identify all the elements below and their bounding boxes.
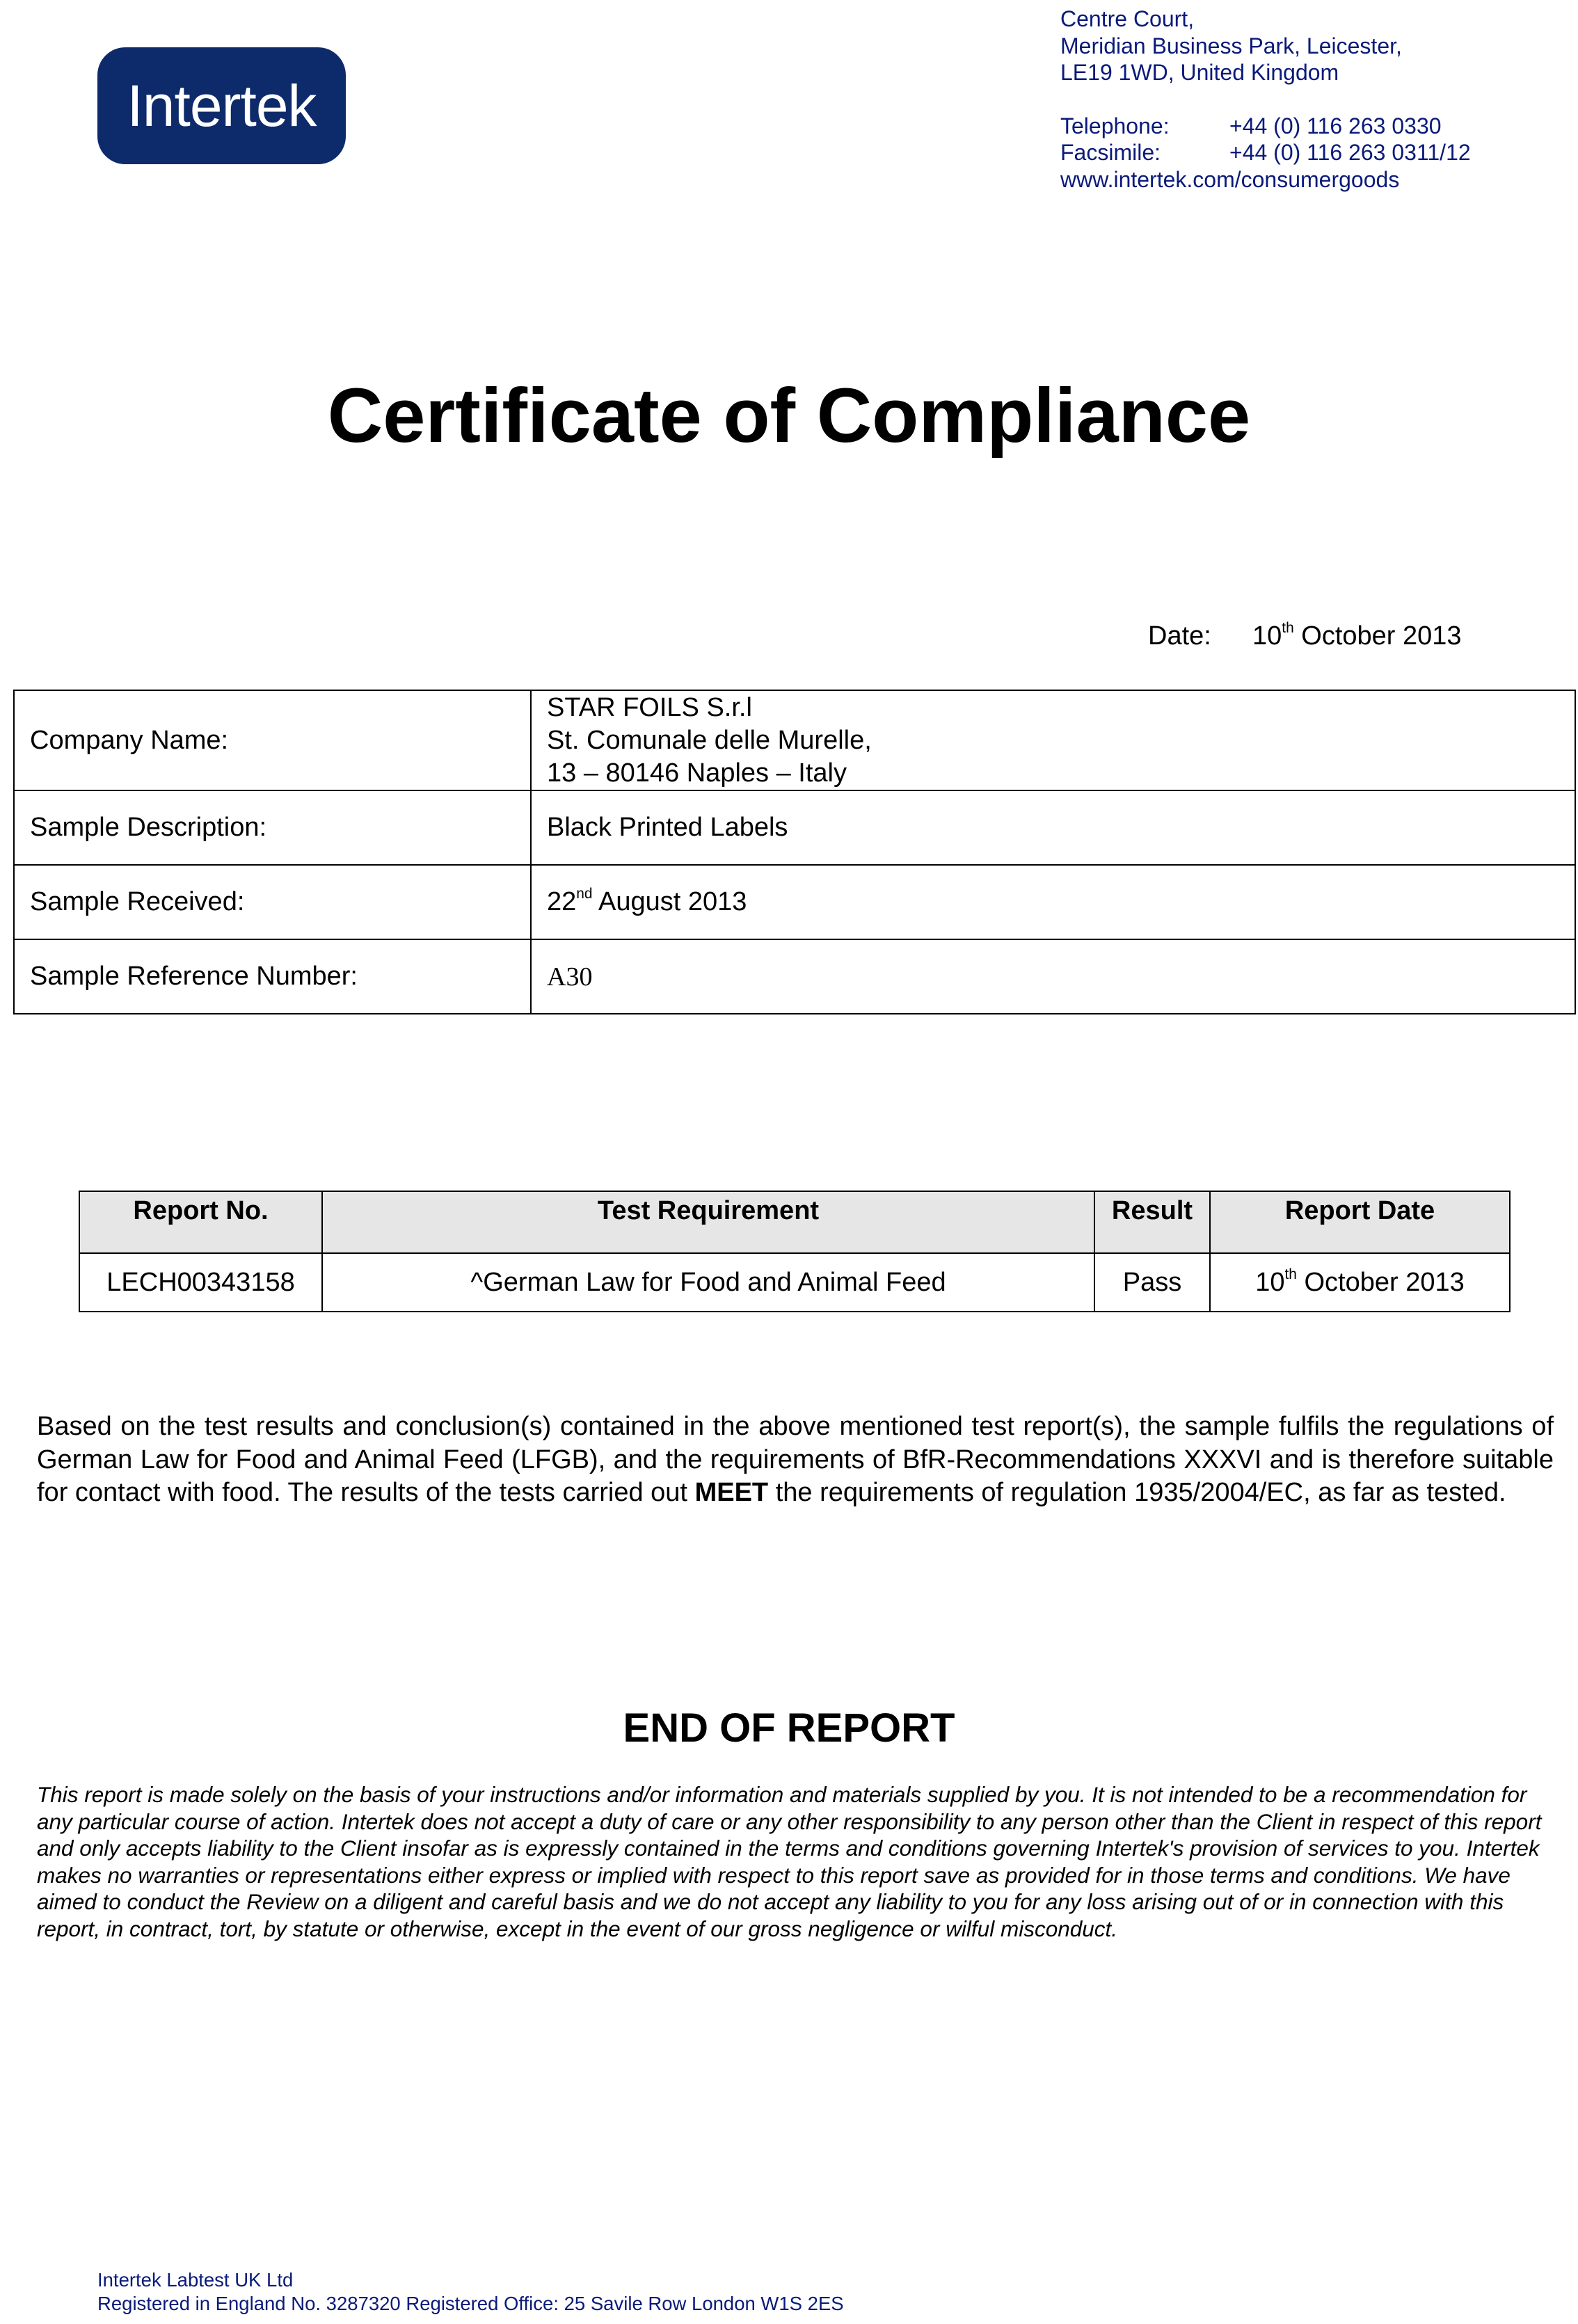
report-date-rest: October 2013	[1304, 1267, 1465, 1297]
footer-line-2: Registered in England No. 3287320 Registered Office: 25 Savile Row London W1S 2ES	[97, 2293, 844, 2314]
date-label: Date:	[1148, 621, 1211, 651]
telephone-row	[1060, 113, 1471, 140]
received-suffix: nd	[576, 886, 593, 902]
received-rest: August 2013	[598, 887, 747, 916]
table-row	[79, 1253, 1510, 1312]
facsimile-value: +44 (0) 116 263 0311/12	[1229, 140, 1471, 165]
address-line-2: Meridian Business Park, Leicester,	[1060, 33, 1402, 58]
footer-line-1: Intertek Labtest UK Ltd	[97, 2269, 294, 2291]
cell-report-date	[1210, 1253, 1510, 1312]
received-label: Sample Received:	[14, 865, 531, 939]
facsimile-row	[1060, 139, 1471, 166]
reference-label: Sample Reference Number:	[14, 939, 531, 1014]
date-rest: October 2013	[1301, 621, 1462, 651]
cell-test-requirement: ^German Law for Food and Animal Feed	[322, 1253, 1094, 1312]
company-address-1: St. Comunale delle Murelle,	[547, 725, 872, 755]
description-label: Sample Description:	[14, 790, 531, 865]
website-link[interactable]: www.intertek.com/consumergoods	[1060, 166, 1400, 192]
company-address-2: 13 – 80146 Naples – Italy	[547, 758, 847, 788]
table-row	[14, 690, 1575, 790]
table-row	[14, 939, 1575, 1014]
description-value: Black Printed Labels	[531, 790, 1575, 865]
company-value	[531, 690, 1575, 790]
header-report-date: Report Date	[1210, 1191, 1510, 1253]
cell-result: Pass	[1094, 1253, 1210, 1312]
company-label: Company Name:	[14, 690, 531, 790]
date-day: 10	[1252, 621, 1282, 651]
facsimile-label: Facsimile:	[1060, 140, 1161, 165]
disclaimer-paragraph: This report is made solely on the basis of your instructions and/or information and materials supplied by you. It is not intended to be a recommendation for any particular course of action. Intertek does not accept a duty of care or any other responsibility to any person other than the Client in respect of this report and only accepts liability to the Client insofar as is expressly contained in the terms and conditions governing Intertek's provision of services to you. Intertek makes no warranties or representations either express or implied with respect to this report save as provided for in those terms and conditions. We have aimed to conduct the Review on a diligent and careful basis and we do not accept any liability to you for any loss arising out of or in connection with this report, in contract, tort, by statute or otherwise, except in the event of our gross negligence or wilful misconduct.	[37, 1782, 1542, 1941]
table-row	[14, 790, 1575, 865]
cell-report-no: LECH00343158	[79, 1253, 322, 1312]
certificate-date	[1148, 621, 1462, 651]
conclusion-bold: MEET	[694, 1478, 769, 1507]
conclusion-text-after: the requirements of regulation 1935/2004/EC, as far as tested.	[775, 1478, 1506, 1507]
footer	[97, 2268, 844, 2316]
header-result: Result	[1094, 1191, 1210, 1253]
conclusion-text-before: Based on the test results and conclusion(s) contained in the above mentioned test report(s), the sample fulfils the regulations of German Law for Food and Animal Feed (LFGB), and the requirements of BfR-Recommendations XXXVI and is therefore suitable for contact with food. The results of the tests carried out	[37, 1412, 1554, 1507]
logo-text: Intertek	[127, 72, 317, 138]
received-value	[531, 865, 1575, 939]
reference-value: A30	[531, 939, 1575, 1014]
header-report-no: Report No.	[79, 1191, 322, 1253]
company-name: STAR FOILS S.r.l	[547, 692, 752, 722]
conclusion-paragraph	[37, 1410, 1554, 1510]
address-line-3: LE19 1WD, United Kingdom	[1060, 60, 1339, 85]
telephone-label: Telephone:	[1060, 113, 1170, 138]
page-title: Certificate of Compliance	[327, 373, 1251, 459]
sample-info-table	[13, 690, 1576, 1014]
address-block	[1060, 6, 1471, 193]
telephone-value: +44 (0) 116 263 0330	[1229, 113, 1442, 138]
table-row	[14, 865, 1575, 939]
end-of-report-heading: END OF REPORT	[623, 1705, 955, 1751]
header-test-requirement: Test Requirement	[322, 1191, 1094, 1253]
intertek-logo	[97, 47, 346, 164]
received-day: 22	[547, 887, 577, 916]
report-date-suffix: th	[1284, 1266, 1297, 1282]
table-header-row	[79, 1191, 1510, 1253]
report-date-day: 10	[1255, 1267, 1285, 1297]
report-table	[79, 1191, 1511, 1312]
date-suffix: th	[1282, 620, 1294, 637]
address-line-1: Centre Court,	[1060, 6, 1195, 31]
